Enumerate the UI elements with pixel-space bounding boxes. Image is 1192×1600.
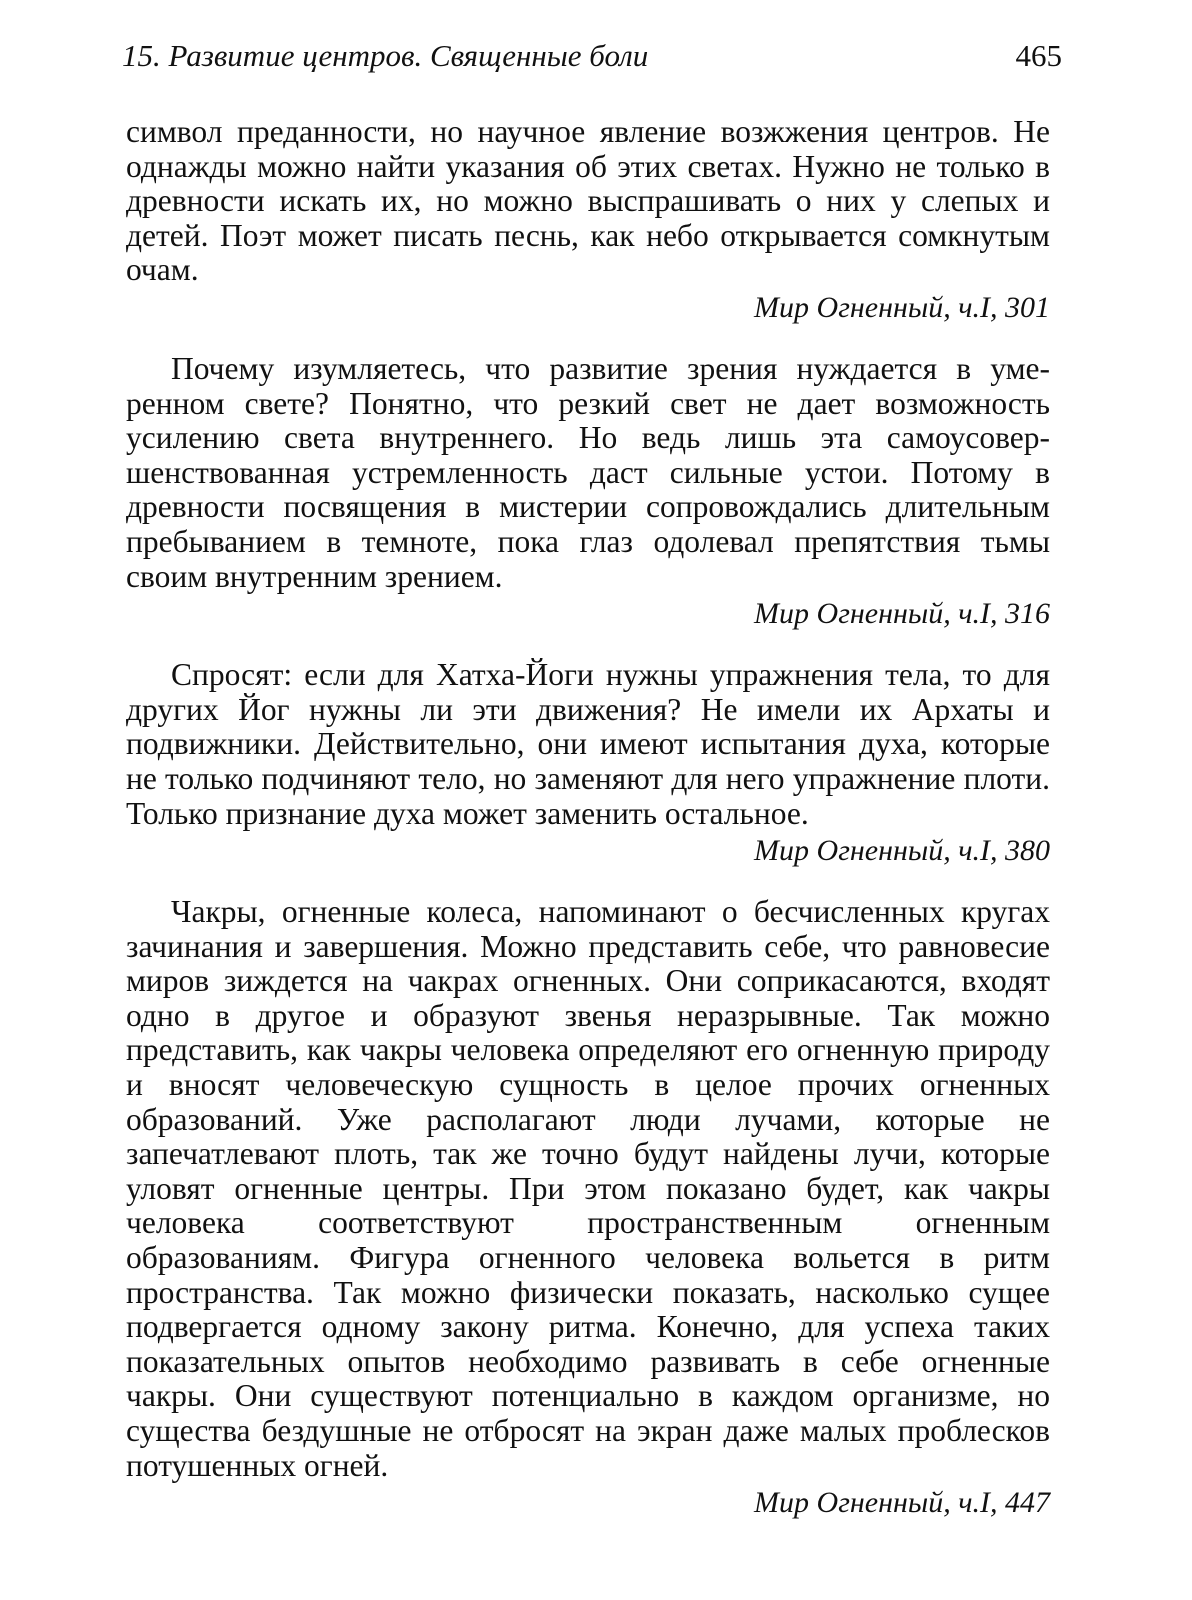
- source-citation: Мир Огненный, ч.I, 301: [754, 290, 1050, 324]
- source-citation: Мир Огненный, ч.I, 316: [754, 597, 1050, 631]
- source-citation: Мир Огненный, ч.I, 380: [754, 834, 1050, 868]
- chapter-title: 15. Развитие центров. Священные боли: [122, 38, 649, 73]
- paragraph: Чакры, огненные колеса, напоминают о бесчисленных кругах зачинания и завершения. Можно представить себе, что равновесие миров зиждется на чакрах огненных. Они соприкасаются, входят одно в другое и образуют звенья неразрывные. Так можно представить, как чакры человека определяют его огненную природу и вносят человеческую сущность в целое прочих огненных образований. Уже располагают люди лучами, которые не запечатлевают плоть, так же точно будут найдены лучи, которые уловят огненные центры. При этом показано будет, как чакры человека соответствуют пространственным огненным образованиям. Фигура огненного человека вольется в ритм пространства. Так можно физически показать, насколько сущее подвергается одному закону ритма. Конечно, для успеха таких показательных опытов необходимо развивать в себе огненные чакры. Они существуют потенциально в каждом организме, но существа бездушные не отбросят на экран даже малых проблесков потушенных огней.: [126, 894, 1050, 1483]
- paragraph: Спросят: если для Хатха-Йоги нужны упражнения тела, то для других Йог нужны ли эти движения? Не имели их Архаты и подвижники. Действительно, они имеют испытания духа, которые не только подчиняют тело, но заменяют для него упражнение плоти. Только признание духа может заменить остальное.: [126, 657, 1050, 831]
- page-body: [126, 115, 1050, 1547]
- paragraph: Почему изумляетесь, что развитие зрения нуждается в умеренном свете? Понятно, что резкий свет не дает возможность усилению света внутреннего. Но ведь лишь эта самоусовершенствованная устремленность даст сильные устои. Потому в древности посвящения в мистерии сопровождались длительным пребыванием в темноте, пока глаз одолевал препятствия тьмы своим внутренним зрением.: [126, 350, 1050, 594]
- entry-301: [126, 115, 1050, 326]
- entry-447: [126, 895, 1050, 1521]
- running-header: [122, 34, 1062, 78]
- entry-316: [126, 352, 1050, 632]
- source-citation: Мир Огненный, ч.I, 447: [754, 1486, 1050, 1520]
- entry-380: [126, 658, 1050, 869]
- paragraph-continued: символ преданности, но научное явление возжжения центров. Не однажды можно найти указания об этих светах. Нужно не только в древности искать их, но можно выспрашивать о них у слепых и детей. Поэт может писать песнь, как небо открывается сомкнутым очам.: [126, 114, 1050, 288]
- page-number: 465: [1015, 38, 1062, 73]
